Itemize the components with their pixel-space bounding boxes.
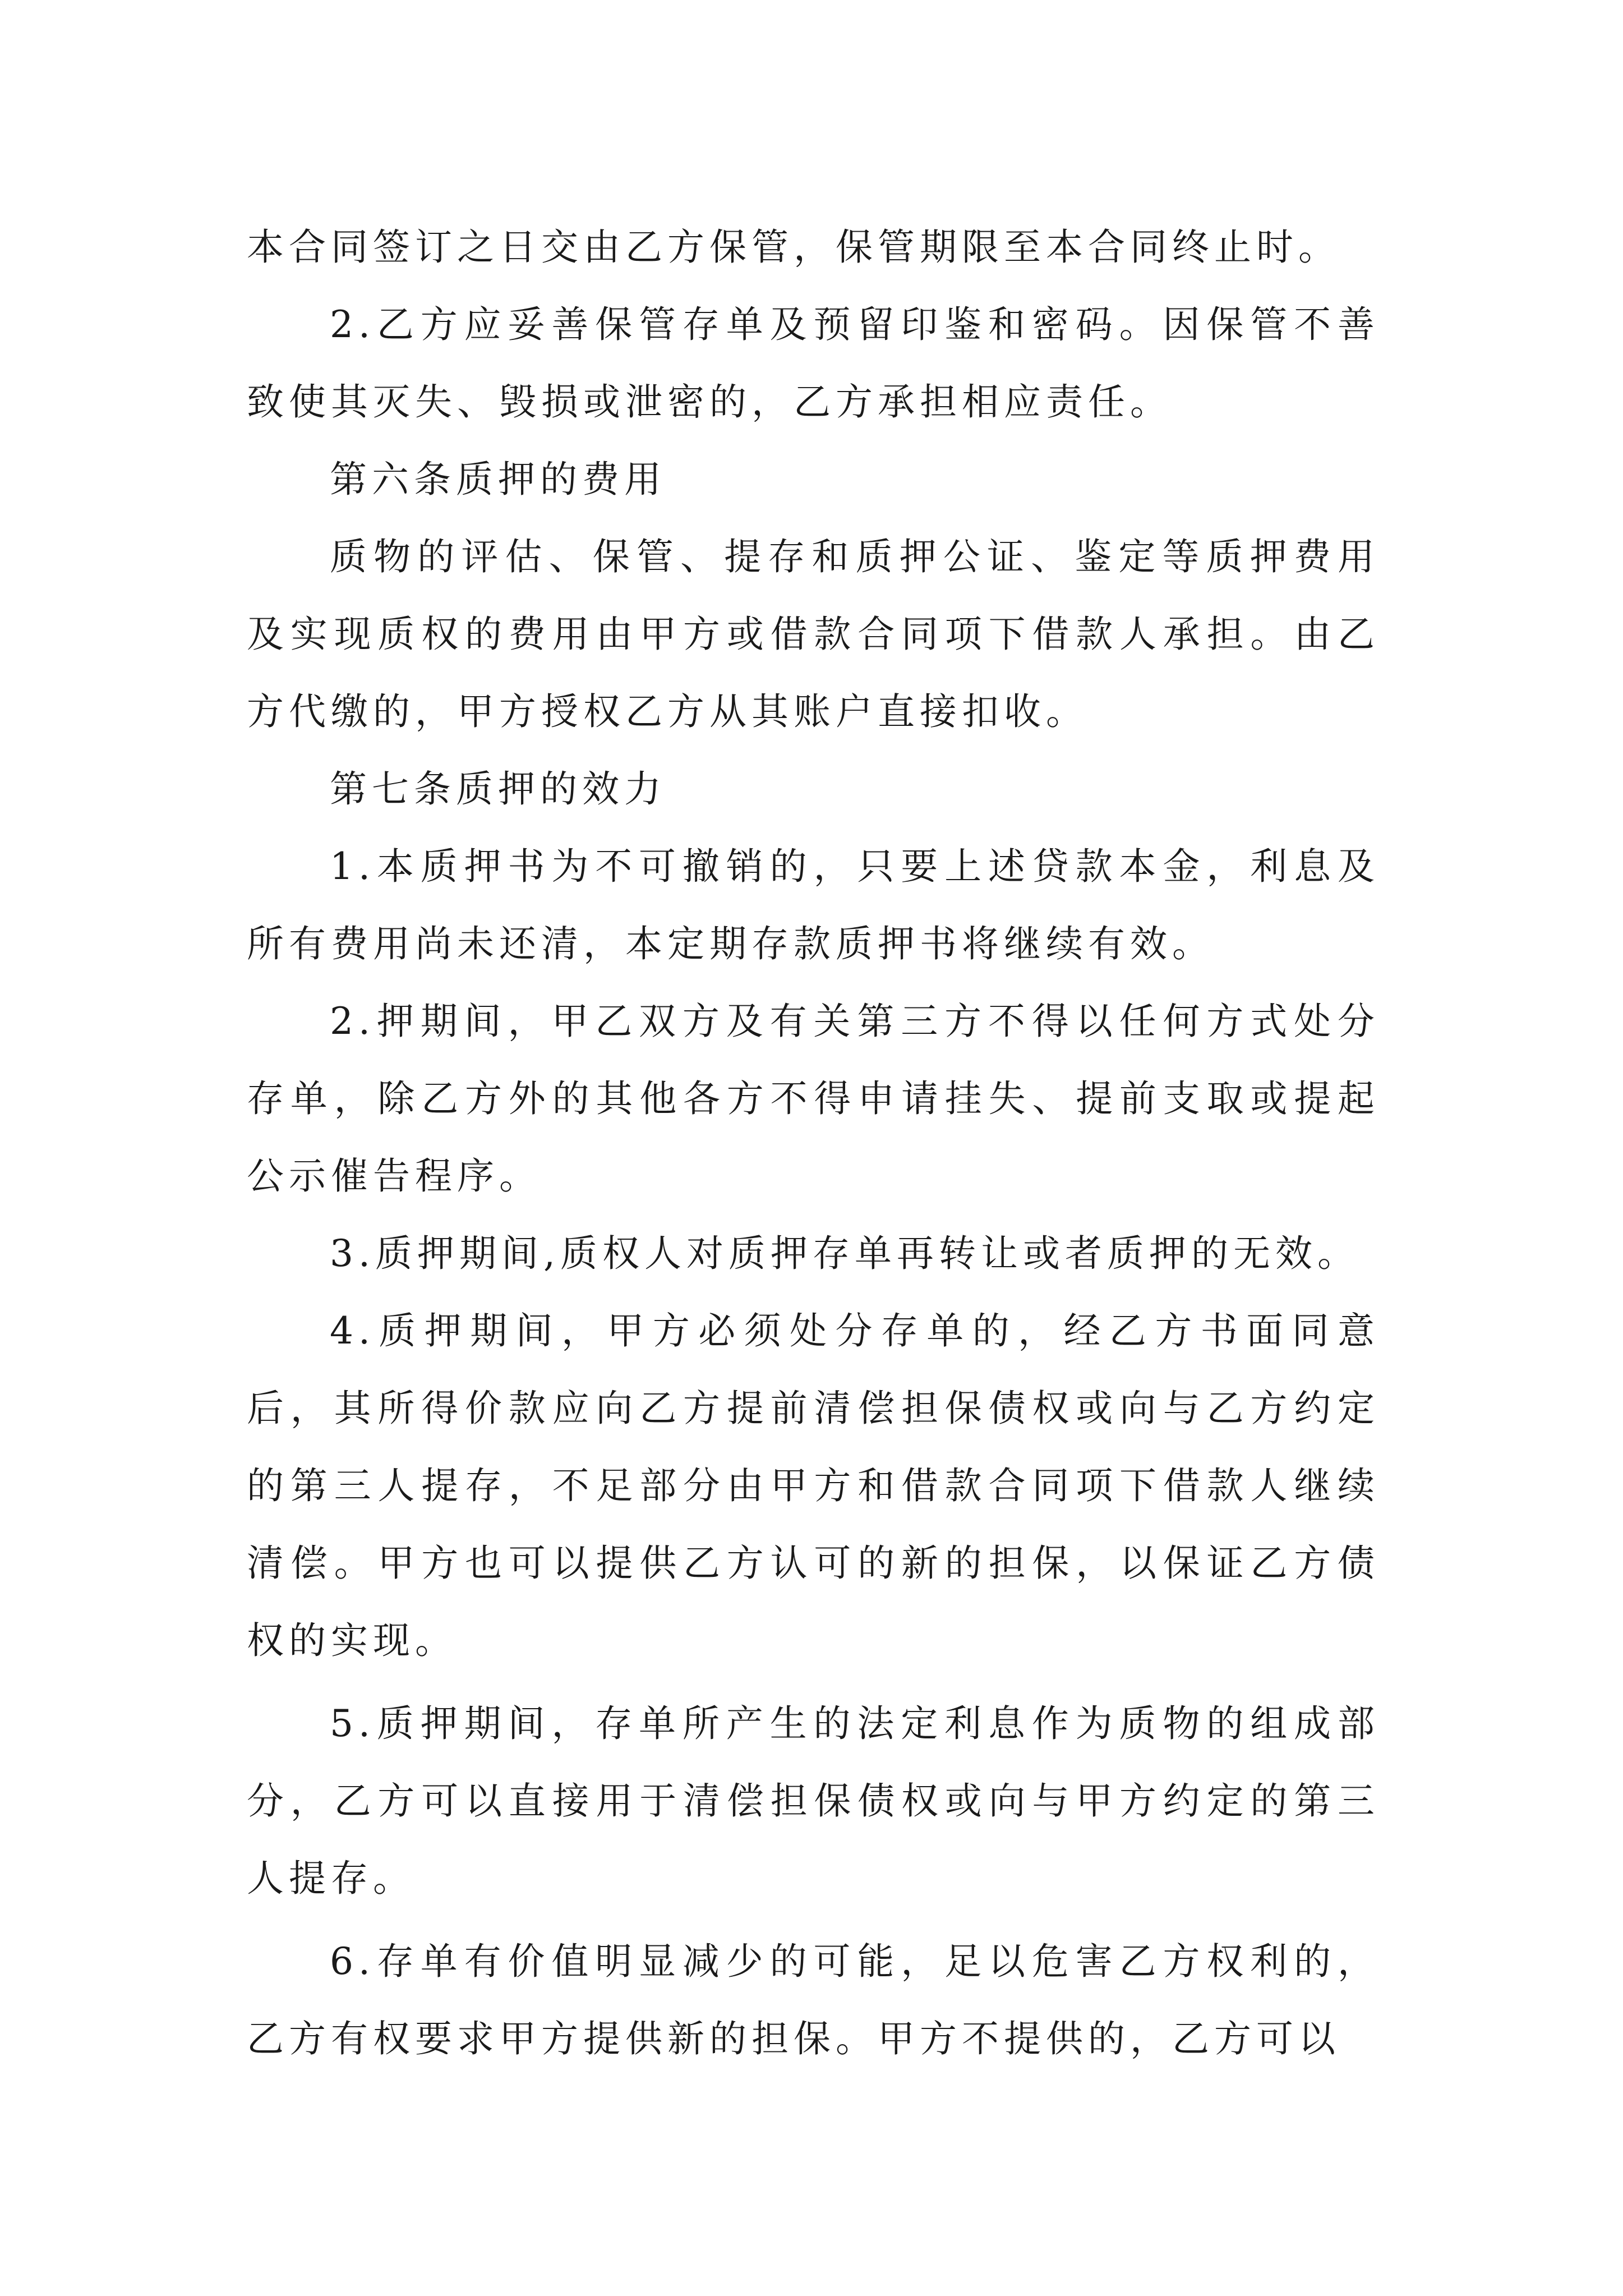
paragraph-clause-7-1: 1.本质押书为不可撤销的，只要上述贷款本金，利息及所有费用尚未还清，本定期存款质押书将继续有效。 [247,845,1380,965]
paragraph-clause-7-3: 3.质押期间,质权人对质押存单再转让或者质押的无效。 [330,1232,1359,1275]
paragraph-article-6-fees: 质物的评估、保管、提存和质押公证、鉴定等质押费用及实现质权的费用由甲方或借款合同项下借款人承担。由乙方代缴的，甲方授权乙方从其账户直接扣收。 [247,535,1380,733]
paragraph-spacer [247,1680,1380,1685]
paragraph-clause-7-4: 4.质押期间，甲方必须处分存单的，经乙方书面同意后，其所得价款应向乙方提前清偿担保债权或向与乙方约定的第三人提存，不足部分由甲方和借款合同项下借款人继续清偿。甲方也可以提供乙方认可的新的担保，以保证乙方债权的实现。 [247,1309,1380,1662]
paragraph-clause-7-2: 2.押期间，甲乙双方及有关第三方不得以任何方式处分存单，除乙方外的其他各方不得申请挂失、提前支取或提起公示催告程序。 [247,1000,1380,1198]
heading-article-7: 第七条质押的效力 [330,767,666,811]
document-body [247,209,1380,2078]
paragraph-clause-7-6: 6.存单有价值明显减少的可能，足以危害乙方权利的，乙方有权要求甲方提供新的担保。甲方不提供的，乙方可以 [247,1940,1380,2060]
heading-article-6: 第六条质押的费用 [330,458,666,501]
paragraph-clause-7-5: 5.质押期间，存单所产生的法定利息作为质物的组成部分，乙方可以直接用于清偿担保债权或向与甲方约定的第三人提存。 [247,1702,1380,1900]
paragraph-clause-5-2: 2.乙方应妥善保管存单及预留印鉴和密码。因保管不善致使其灭失、毁损或泄密的，乙方承担相应责任。 [247,303,1380,424]
paragraph-storage-term: 本合同签订之日交由乙方保管，保管期限至本合同终止时。 [247,226,1340,269]
paragraph-spacer [247,1917,1380,1923]
